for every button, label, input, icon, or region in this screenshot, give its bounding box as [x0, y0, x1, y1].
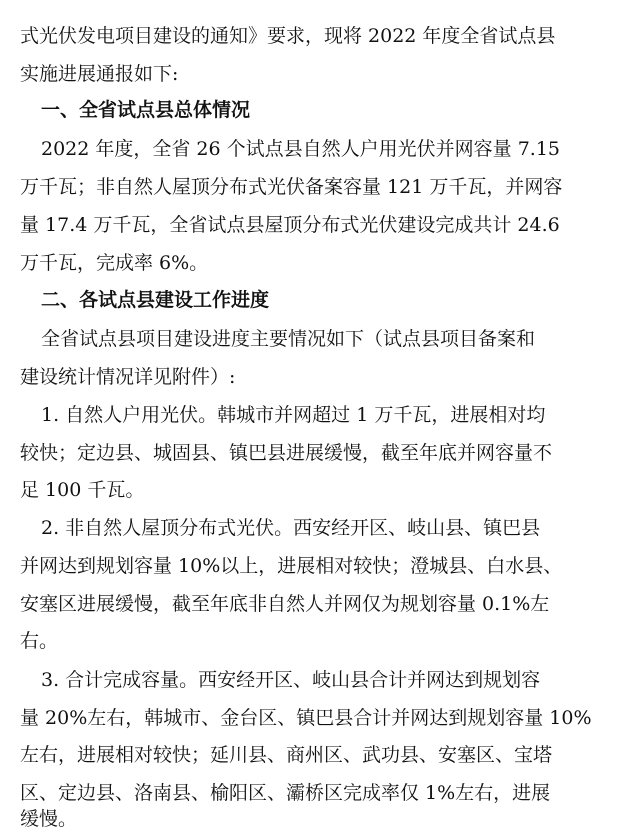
- body-text-line: 万千瓦；非自然人屋顶分布式光伏备案容量 121 万千瓦，并网容: [20, 176, 563, 198]
- list-item-1-line: 1. 自然人户用光伏。韩城市并网超过 1 万千瓦，进展相对均: [41, 404, 546, 426]
- body-text-line: 实施进展通报如下:: [20, 63, 179, 85]
- section-heading-progress: 二、各试点县建设工作进度: [41, 289, 270, 311]
- list-item-3-line: 3. 合计完成容量。西安经开区、岐山县合计并网达到规划容: [41, 669, 541, 691]
- list-item-3-line: 缓慢。: [20, 808, 78, 830]
- list-item-3-line: 区、定边县、洛南县、榆阳区、灞桥区完成率仅 1%左右，进展: [20, 782, 551, 804]
- list-item-2-line: 2. 非自然人屋顶分布式光伏。西安经开区、岐山县、镇巴县: [41, 517, 541, 539]
- list-item-2-line: 并网达到规划容量 10%以上，进展相对较快；澄城县、白水县、: [20, 555, 563, 577]
- body-text-line: 式光伏发电项目建设的通知》要求，现将 2022 年度全省试点县: [20, 25, 556, 47]
- list-item-1-line: 足 100 千瓦。: [20, 479, 145, 501]
- list-item-1-line: 较快；定边县、城固县、镇巴县进展缓慢，截至年底并网容量不: [20, 442, 553, 464]
- body-text-line: 建设统计情况详见附件）:: [20, 366, 236, 388]
- body-text-line: 万千瓦，完成率 6%。: [20, 252, 209, 274]
- body-text-line: 2022 年度，全省 26 个试点县自然人户用光伏并网容量 7.15: [41, 138, 560, 160]
- section-heading-overall: 一、全省试点县总体情况: [41, 99, 251, 121]
- list-item-3-line: 左右，进展相对较快；延川县、商州区、武功县、安塞区、宝塔: [20, 744, 553, 766]
- body-text-line: 量 17.4 万千瓦，全省试点县屋顶分布式光伏建设完成共计 24.6: [20, 214, 560, 236]
- body-text-line: 全省试点县项目建设进度主要情况如下（试点县项目备案和: [41, 328, 536, 350]
- list-item-3-line: 量 20%左右，韩城市、金台区、镇巴县合计并网达到规划容量 10%: [20, 707, 592, 729]
- list-item-2-line: 右。: [20, 630, 59, 652]
- list-item-2-line: 安塞区进展缓慢，截至年底非自然人并网仅为规划容量 0.1%左: [20, 593, 550, 615]
